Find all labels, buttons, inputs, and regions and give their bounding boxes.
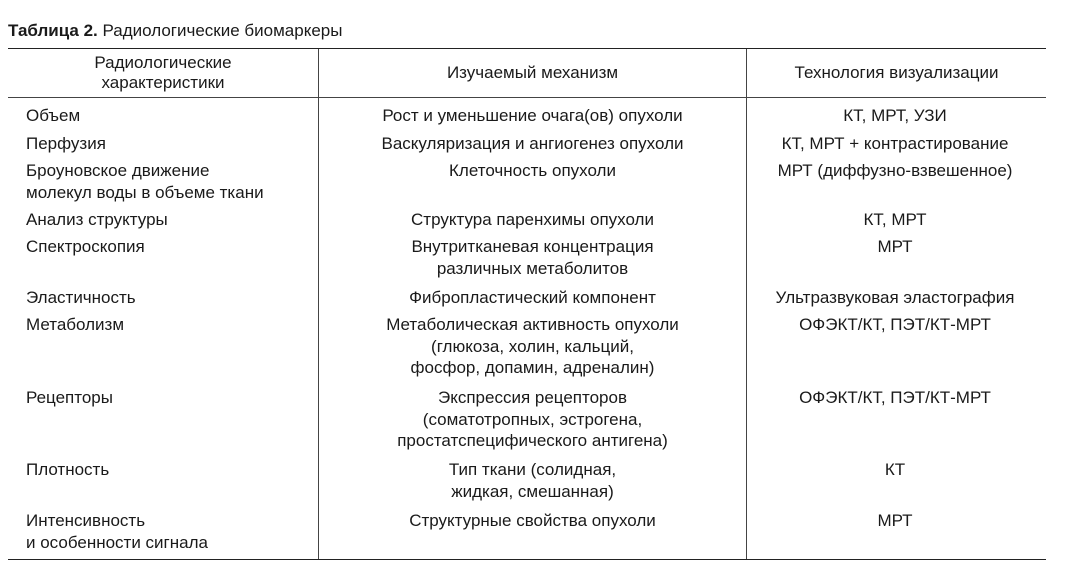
header-divider <box>8 97 1046 98</box>
row-9-characteristic: Плотность <box>26 460 110 479</box>
row-2-mechanism: Васкуляризация и ангиогенез опухоли <box>381 134 684 153</box>
biomarkers-table <box>8 48 1046 560</box>
header-mechanism <box>319 49 746 97</box>
row-10-mechanism: Структурные свойства опухоли <box>409 511 656 530</box>
row-5-mechanism: Внутритканевая концентрация различных метаболитов <box>411 237 654 278</box>
row-3-characteristic: Броуновское движение молекул воды в объеме ткани <box>26 161 264 202</box>
row-9-technology: КТ <box>884 460 906 479</box>
row-2-characteristic: Перфузия <box>26 134 106 153</box>
header-technology <box>747 49 1046 97</box>
row-3-mechanism: Клеточность опухоли <box>449 161 616 180</box>
row-1-mechanism: Рост и уменьшение очага(ов) опухоли <box>382 106 683 125</box>
row-1-characteristic: Объем <box>26 106 81 125</box>
row-4-characteristic: Анализ структуры <box>26 210 168 229</box>
row-3-technology: МРТ (диффузно-взвешенное) <box>777 161 1013 180</box>
row-7-characteristic: Метаболизм <box>26 315 125 334</box>
row-2-technology: КТ, МРТ + контрастирование <box>781 134 1009 153</box>
row-4-mechanism: Структура паренхимы опухоли <box>411 210 654 229</box>
row-8-mechanism: Экспрессия рецепторов (соматотропных, эстрогена, простатспецифического антигена) <box>397 388 668 450</box>
table-caption-label: Таблица 2. <box>8 21 98 40</box>
row-10-characteristic: Интенсивность и особенности сигнала <box>26 511 208 552</box>
row-8-characteristic: Рецепторы <box>26 388 113 407</box>
header-mechanism-text: Изучаемый механизм <box>446 63 619 82</box>
row-4-technology: КТ, МРТ <box>863 210 927 229</box>
row-10-technology: МРТ <box>877 511 913 530</box>
row-6-characteristic: Эластичность <box>26 288 136 307</box>
row-7-technology: ОФЭКТ/КТ, ПЭТ/КТ-МРТ <box>799 315 991 334</box>
row-8-technology: ОФЭКТ/КТ, ПЭТ/КТ-МРТ <box>799 388 991 407</box>
header-technology-text: Технология визуализации <box>794 63 999 82</box>
header-characteristics-text: Радиологические характеристики <box>94 53 232 92</box>
table-caption-title: Радиологические биомаркеры <box>102 21 343 40</box>
row-6-technology: Ультразвуковая эластография <box>775 288 1015 307</box>
table-caption <box>8 21 342 41</box>
row-5-characteristic: Спектроскопия <box>26 237 145 256</box>
row-9-mechanism: Тип ткани (солидная, жидкая, смешанная) <box>448 460 617 501</box>
row-5-technology: МРТ <box>877 237 913 256</box>
row-6-mechanism: Фибропластический компонент <box>409 288 656 307</box>
row-7-mechanism: Метаболическая активность опухоли (глюкоза, холин, кальций, фосфор, допамин, адреналин) <box>386 315 679 377</box>
row-1-technology: КТ, МРТ, УЗИ <box>843 106 947 125</box>
header-characteristics <box>8 49 318 97</box>
